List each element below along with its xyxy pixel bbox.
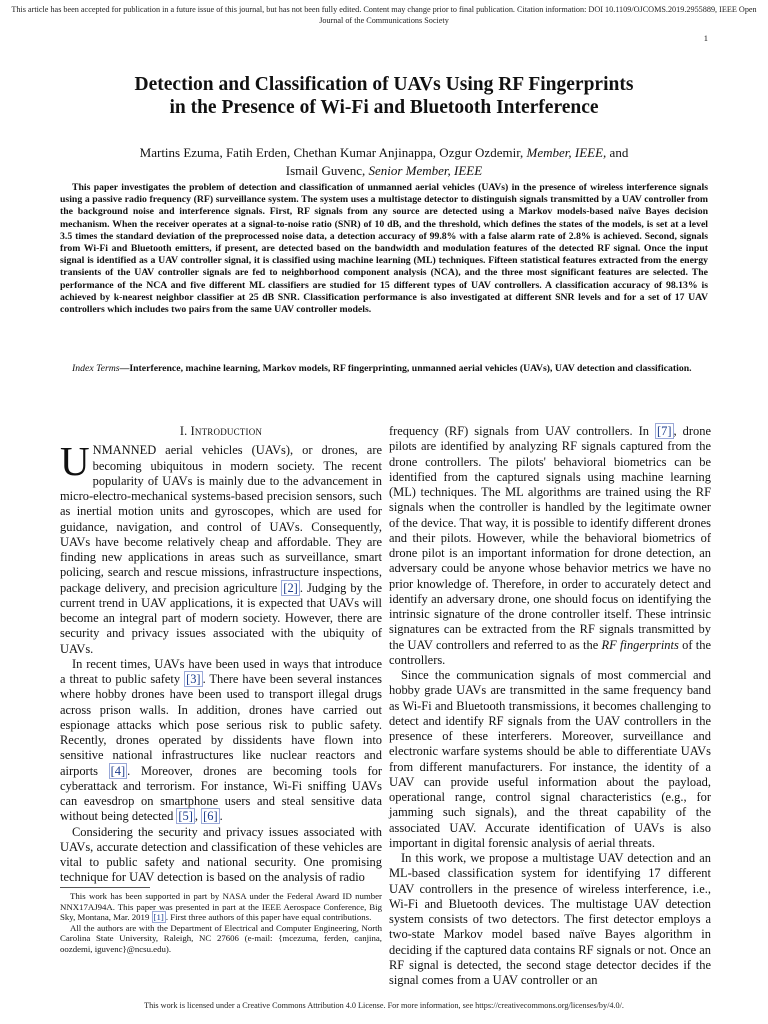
section-title: Introduction <box>190 424 263 438</box>
intro-paragraph-4 <box>389 424 711 668</box>
footnotes <box>60 887 382 955</box>
section-heading <box>60 424 382 439</box>
index-terms-text: —Interference, machine learning, Markov models, RF fingerprinting, unmanned aerial vehicles (UAVs), UAV detection and classification. <box>119 363 692 374</box>
footnote-funding <box>60 891 382 923</box>
header-note-line-1: This article has been accepted for publication in a future issue of this journal, but has not been fully edited. Content may change prior to final publication. Citation information: DOI 10.1109/OJCOMS.2019.2955889, IEEE Open <box>11 5 757 14</box>
citation-2[interactable]: [2] <box>283 580 298 595</box>
index-terms <box>60 363 708 375</box>
left-column <box>60 424 382 886</box>
rf-fingerprints-term: RF fingerprints <box>601 637 679 652</box>
author-list <box>60 144 708 180</box>
intro-paragraph-3: Considering the security and privacy issues associated with UAVs, accurate detection and classification of these vehicles are vital to public safety and national security. One promising technique for UAV detection is based on the analysis of radio <box>60 824 382 885</box>
right-column <box>389 424 711 988</box>
authors-line-1 <box>60 144 708 162</box>
authors-membership-2: Senior Member, IEEE <box>368 163 483 178</box>
section-numeral: I. <box>179 424 191 438</box>
intro-p4-text-a: frequency (RF) signals from UAV controllers. In <box>389 424 656 438</box>
footnote-affiliation: All the authors are with the Department of Electrical and Computer Engineering, North Carolina State University, Raleigh, NC 27606 (e-mail: {mcezuma, ferden, canjina, oozdemi, iguvenc}@ncsu.edu). <box>60 922 382 954</box>
title-line-2: in the Presence of Wi-Fi and Bluetooth Interference <box>169 97 599 118</box>
intro-p2-text-b: . There have been several instances where hobby drones have been used to transport illegal drugs across prison walls. In addition, drones have carried out espionage attacks which pose serious risk to public safety. Recently, drones operated by dissidents have flown into sensitive national infrastructures like nuclear reactors and airports <box>60 672 382 778</box>
citation-5[interactable]: [5] <box>178 809 193 824</box>
intro-p2-text-d: , <box>194 809 202 824</box>
intro-paragraph-2 <box>60 657 382 825</box>
authors-names-1: Martins Ezuma, Fatih Erden, Chethan Kumar Anjinappa, Ozgur Ozdemir, <box>139 145 527 160</box>
intro-paragraph-6: In this work, we propose a multistage UAV detection and an ML-based classification system for identifying 17 different UAV controllers in the presence of wireless interference, i.e., Wi-Fi and Bluetooth devices. The multistage UAV detection system consists of two detectors. The first detector employs a two-state Markov model based naïve Bayes algorithm in deciding if the captured data contains RF signals or not. Once an RF signal is detected, the second stage detector decides if the signal comes from a UAV controller or an <box>389 851 711 987</box>
authors-names-2: Ismail Guvenc, <box>285 163 369 178</box>
footnote-funding-text-a: This work has been supported in part by NASA under the Federal Award ID number NNX17AJ94A. This paper was presented in part at the IEEE Aerospace Conference, Big Sky, Montana, Mar. 2019 <box>60 891 382 923</box>
abstract <box>60 182 708 316</box>
license-footer: This work is licensed under a Creative Commons Attribution 4.0 License. For more information, see https://creativecommons.org/licenses/by/4.0/. <box>144 1001 624 1010</box>
authors-membership-1: Member, IEEE, <box>526 145 607 160</box>
intro-paragraph-5: Since the communication signals of most commercial and hobby grade UAVs are transmitted in the same frequency band as Wi-Fi and Bluetooth transmissions, it becomes challenging to detect and identify RF signals from the UAV controllers in the presence of these interferers. Moreover, surveillance and electronic warfare systems should be able to differentiate UAVs from different manufacturers. For instance, the identity of a UAV can provide useful information about the payload, operational range, control signal characteristics (e.g., for jamming such signals), and the threat capability of the associated UAV. Accurate identification of UAVs is also important in digital forensic analysis of aerial threats. <box>389 668 711 850</box>
citation-1[interactable]: [1] <box>153 912 164 923</box>
citation-7[interactable]: [7] <box>657 424 672 438</box>
footnote-divider <box>60 887 150 888</box>
intro-p4-text-b: , drone pilots are identified by analyzing RF signals captured from the drone controllers. The pilots' behavioral biometrics can be identified from the captured signals using machine learning (ML) techniques. The ML algorithms are trained using the RF signals when the controller is handled by the legitimate owner of the device. That way, it is possible to identify different drones and their pilots. However, while the behavioral biometrics of drone pilot is an important information for drone detection, an adversary could be anyone whose behavior metrics we have no prior knowledge of. Therefore, in order to accurately detect and identify an adversary drone, one should focus on identifying the intrinsic signature of the drone controller itself. These intrinsic signatures can be extracted from the RF signals transmitted by the UAV controllers and referred to as the <box>389 424 712 652</box>
intro-p2-text-c: . Moreover, drones are becoming tools for cyberattack and terrorism. For instance, Wi-Fi sniffing UAVs can eavesdrop on smartphone users and steal sensitive data without being detected <box>60 763 382 824</box>
page-number: 1 <box>703 33 708 43</box>
intro-p4-text-c: of the controllers. <box>389 637 711 667</box>
intro-p1-text-a: NMANNED aerial vehicles (UAVs), or drones, are becoming ubiquitous in modern society. The recent popularity of UAVs is mainly due to the advancement in micro-electro-mechanical systems-based precision sensors, such as inertial motion units and gyroscopes, which are used for guidance, navigation, and control of UAVs. Consequently, UAVs have become relatively cheap and affordable. They are finding new applications in areas such as surveillance, smart policing, search and rescue missions, infrastructure inspections, package delivery, and precision agriculture <box>60 443 382 595</box>
index-terms-label: Index Terms <box>72 363 120 374</box>
header-note-line-2: Journal of the Communications Society <box>319 16 449 25</box>
intro-p2-text-e: . <box>219 809 223 824</box>
citation-3[interactable]: [3] <box>186 672 201 686</box>
journal-header-note <box>0 4 768 26</box>
drop-cap: U <box>60 438 90 485</box>
authors-line-2 <box>60 162 708 180</box>
title-line-1: Detection and Classification of UAVs Using RF Fingerprints <box>134 74 634 95</box>
abstract-text: This paper investigates the problem of detection and classification of unmanned aerial vehicles (UAVs) in the presence of wireless interference signals using a passive radio frequency (RF) surveillance system. The system uses a multistage detector to distinguish signals transmitted by a UAV controller from the background noise and interference signals. First, RF signals from any source are detected using a Markov models-based naïve Bayes decision mechanism. When the receiver operates at a signal-to-noise ratio (SNR) of 10 dB, and the threshold, which defines the states of the models, is set at a level 3.5 times the standard deviation of the preprocessed noise data, a detection accuracy of 99.8% with a false alarm rate of 2.8% is achieved. Second, signals from Wi-Fi and Bluetooth emitters, if present, are detected based on the bandwidth and modulation features of the detected RF signal. Once the input signal is identified as a UAV controller signal, it is classified using machine learning (ML) techniques. Fifteen statistical features extracted from the energy transients of the UAV controller signals are fed to neighborhood component analysis (NCA), and the three most significant features are selected. The performance of the NCA and five different ML classifiers are studied for 15 different types of UAV controllers. A classification accuracy of 98.13% is achieved by k-nearest neighbor classifier at 25 dB SNR. Classification performance is also investigated at different SNR levels and for a set of 17 UAV controllers which includes two pairs from the same UAV controller models. <box>60 182 708 316</box>
intro-p1-text-b: . Judging by the current trend in UAV applications, it is expected that UAVs will become an integral part of modern society. However, there are security and privacy issues associated with the ubiquity of UAVs. <box>60 580 382 656</box>
citation-6[interactable]: [6] <box>203 809 218 824</box>
paper-title <box>60 73 708 119</box>
footnote-funding-text-b: . First three authors of this paper have equal contributions. <box>165 912 372 923</box>
authors-and: and <box>606 145 629 160</box>
citation-4[interactable]: [4] <box>110 763 126 778</box>
intro-p2-text-a: In recent times, UAVs have been used in ways that introduce a threat to public safety <box>60 656 382 686</box>
intro-paragraph-1 <box>60 438 382 657</box>
